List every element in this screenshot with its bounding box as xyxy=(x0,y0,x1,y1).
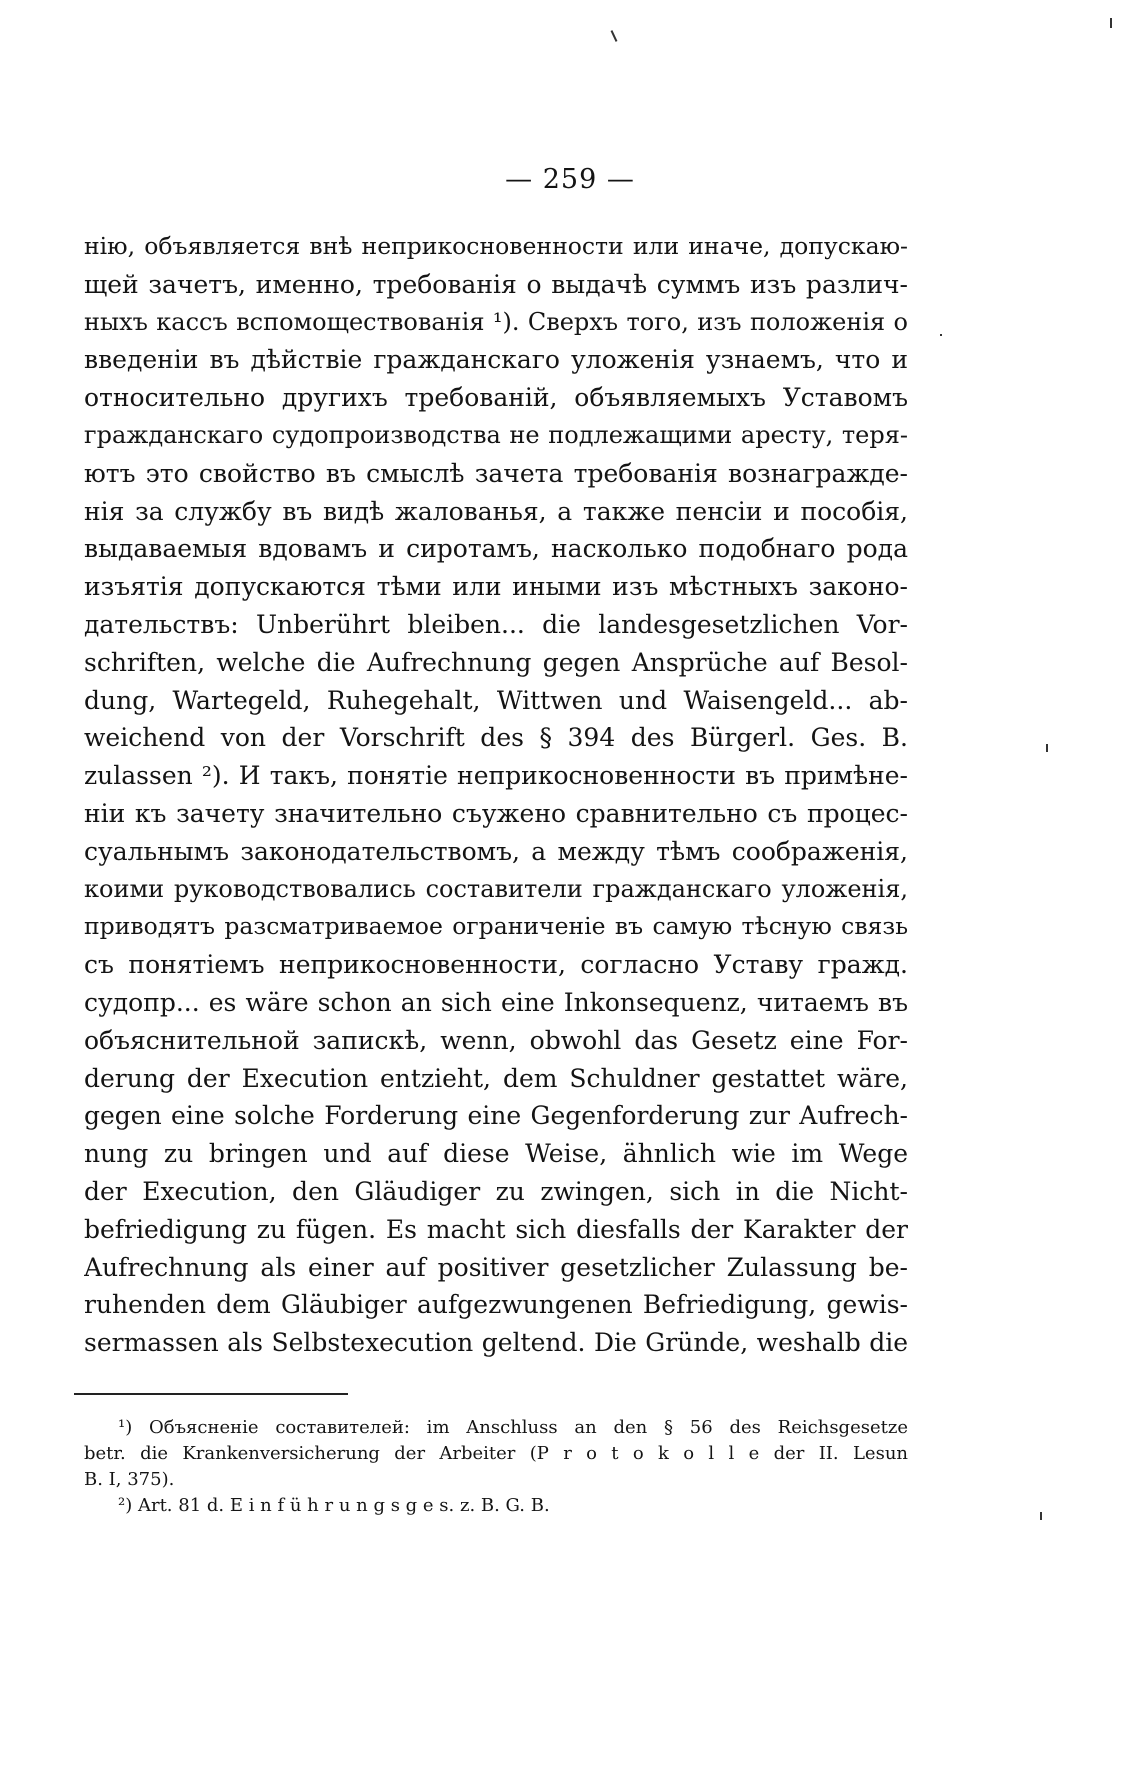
body-text xyxy=(84,228,908,1362)
footnote-1-line: B. I, 375). xyxy=(84,1469,175,1490)
text-line: приводятъ разсматриваемое ограниченіе въ самую тѣсную связь xyxy=(84,912,908,941)
text-line: коими руководствовались составители гражданскаго уложенія, xyxy=(84,874,908,903)
text-line: der Execution, den Gläudiger zu zwingen, sich in die Nicht- xyxy=(84,1176,908,1206)
footnote-2-line: ²) Art. 81 d. E i n f ü h r u n g s g e s. z. B. G. B. xyxy=(118,1495,550,1516)
scan-speck xyxy=(1046,744,1048,752)
text-line: ютъ это свойство въ смыслѣ зачета требованія вознагражде- xyxy=(84,458,908,488)
text-line: gegen eine solche Forderung eine Gegenforderung zur Aufrech- xyxy=(84,1101,908,1131)
text-line: Aufrechnung als einer auf positiver gesetzlicher Zulassung be- xyxy=(84,1252,908,1282)
text-line: sermassen als Selbstexecution geltend. Die Gründe, weshalb die xyxy=(84,1328,908,1358)
text-line: съ понятіемъ неприкосновенности, согласно Уставу гражд. xyxy=(84,950,908,980)
text-line: выдаваемыя вдовамъ и сиротамъ, насколько подобнаго рода xyxy=(84,534,908,564)
footnotes xyxy=(84,1415,908,1519)
scan-speck xyxy=(611,30,618,42)
text-line: судопр... es wäre schon an sich eine Inkonsequenz, читаемъ въ xyxy=(84,987,908,1017)
text-line: ruhenden dem Gläubiger aufgezwungenen Befriedigung, gewis- xyxy=(84,1290,908,1320)
text-line: относительно другихъ требованій, объявляемыхъ Уставомъ xyxy=(84,383,908,413)
text-line: ныхъ кассъ вспомоществованія ¹). Сверхъ того, изъ положенія о xyxy=(84,307,908,336)
text-line: суальнымъ законодательствомъ, а между тѣмъ соображенія, xyxy=(84,836,908,866)
text-line: дательствъ: Unberührt bleiben... die landesgesetzlichen Vor- xyxy=(84,609,908,639)
text-line: объяснительной запискѣ, wenn, obwohl das Gesetz eine For- xyxy=(84,1025,908,1055)
scan-speck xyxy=(940,334,942,336)
scan-speck xyxy=(1040,1512,1042,1520)
text-line: введеніи въ дѣйствіе гражданскаго уложенія узнаемъ, что и xyxy=(84,345,908,375)
text-line: нію, объявляется внѣ неприкосновенности или иначе, допускаю- xyxy=(84,232,908,260)
footnote-1-line: ¹) Объясненіе составителей: im Anschluss an den § 56 des Reichsgesetze xyxy=(118,1417,908,1438)
text-line: nung zu bringen und auf diese Weise, ähnlich wie im Wege xyxy=(84,1139,908,1169)
text-line: щей зачетъ, именно, требованія о выдачѣ суммъ изъ различ- xyxy=(84,269,908,299)
text-line: ніи къ зачету значительно съужено сравнительно съ процес- xyxy=(84,798,908,828)
scan-speck xyxy=(1110,18,1112,28)
footnote-1-line: betr. die Krankenversicherung der Arbeiter (P r o t o k o l l e der II. Lesun xyxy=(84,1443,908,1464)
text-line: изъятія допускаются тѣми или иными изъ мѣстныхъ законо- xyxy=(84,572,908,602)
text-line: zulassen ²). И такъ, понятіе неприкосновенности въ примѣне- xyxy=(84,761,908,791)
text-line: dung, Wartegeld, Ruhegehalt, Wittwen und Waisengeld... ab- xyxy=(84,685,908,715)
text-line: derung der Execution entzieht, dem Schuldner gestattet wäre, xyxy=(84,1063,908,1093)
text-line: weichend von der Vorschrift des § 394 des Bürgerl. Ges. B. xyxy=(84,723,908,753)
footnote-separator xyxy=(74,1393,348,1395)
page-number: — 259 — xyxy=(505,164,635,195)
text-line: schriften, welche die Aufrechnung gegen Ansprüche auf Besol- xyxy=(84,647,908,677)
text-line: нія за службу въ видѣ жалованья, а также пенсіи и пособія, xyxy=(84,496,908,526)
text-line: гражданскаго судопроизводства не подлежащими аресту, теря- xyxy=(84,420,908,449)
text-line: befriedigung zu fügen. Es macht sich diesfalls der Karakter der xyxy=(84,1214,908,1244)
